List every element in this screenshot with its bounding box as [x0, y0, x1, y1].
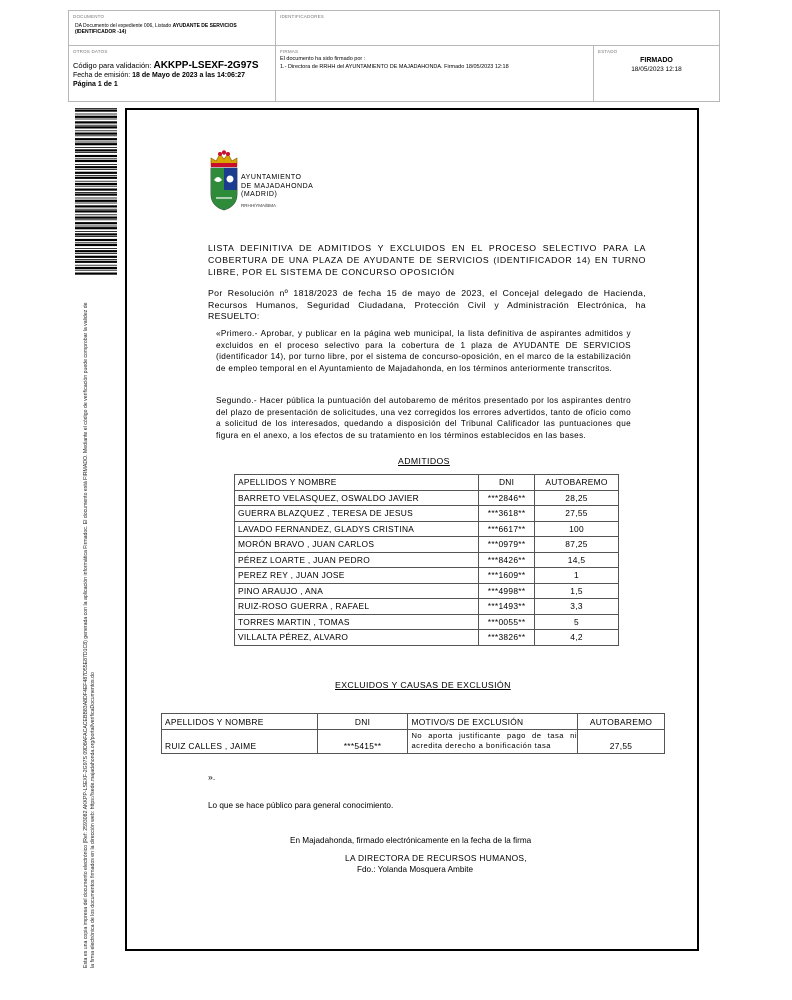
barcode-bar [75, 175, 117, 176]
cell-dni: ***3826** [479, 630, 535, 646]
cell-apellidos: TORRES MARTIN , TOMAS [235, 614, 479, 630]
validation-code-value[interactable]: AKKPP-LSEXF-2G97S [153, 60, 259, 71]
barcode-bar [75, 192, 117, 193]
emission-date-label: Fecha de emisión: [73, 72, 133, 79]
header-apellidos: APELLIDOS Y NOMBRE [162, 714, 318, 730]
firmas-subtitle: El documento ha sido firmado por : [280, 56, 366, 62]
cell-apellidos: GUERRA BLAZQUEZ , TERESA DE JESUS [235, 506, 479, 522]
cell-dni: ***6617** [479, 521, 535, 537]
barcode-bar [75, 152, 117, 153]
identificadores-cell [276, 11, 719, 46]
otros-datos-label: OTROS DATOS [73, 49, 108, 54]
barcode-bar [75, 261, 117, 263]
cell-autobaremo: 5 [535, 614, 619, 630]
emission-date-value: 18 de Mayo de 2023 a las 14:06:27 [132, 72, 246, 79]
header-autobaremo: AUTOBAREMO [578, 714, 665, 730]
barcode-bar [75, 198, 117, 199]
segundo-paragraph: Segundo.- Hacer pública la puntuación del autobaremo de méritos presentado por los aspirantes dentro del plazo de presentación de solicitudes, una vez corregidos los errores advertidos, tanto de oficio como a solicitud de los interesados, quedando a disposición del Tribunal Calificador las puntuaciones que figura en el anexo, a los efectos de su tratamiento en los términos establecidos en las bases. [216, 396, 631, 440]
cell-autobaremo: 4,2 [535, 630, 619, 646]
cell-dni: ***5415** [317, 730, 408, 754]
barcode-bar [75, 253, 117, 254]
table-row [235, 490, 619, 506]
header-dni: DNI [479, 475, 535, 491]
cell-autobaremo: 3,3 [535, 599, 619, 615]
table-row [235, 521, 619, 537]
header-dni: DNI [317, 714, 408, 730]
estado-date: 18/05/2023 12:18 [631, 66, 682, 73]
barcode-bar [75, 200, 117, 202]
cell-autobaremo: 14,5 [535, 552, 619, 568]
barcode-bar [75, 248, 117, 249]
cell-apellidos: PEREZ REY , JUAN JOSE [235, 568, 479, 584]
emission-date [73, 72, 245, 79]
barcode-bar [75, 126, 117, 128]
cell-apellidos: RUIZ-ROSO GUERRA , RAFAEL [235, 599, 479, 615]
barcode-bar [75, 227, 117, 229]
barcode-bar [75, 169, 117, 170]
barcode-bar [75, 236, 117, 237]
barcode-bar [75, 210, 117, 212]
page-count: Página 1 de 1 [73, 81, 118, 88]
barcode-bar [75, 160, 117, 162]
barcode-bar [75, 239, 117, 241]
cell-dni: ***1609** [479, 568, 535, 584]
side-verification-note: Esta es una copia impresa del documento electrónico (Ref: 2593082 AKKPP-LSEXF-2G97S 09D8AFACACEBB83A8DF4EF487D55E87D1C8) generada con la aplicación informática Firmadoc. El documento está FIRMADO. Mediante el código de verificación puede comprobar la validez de la firma electrónica de los documentos firmados en la dirección web: https://sede.majadahonda.org/portal/verificaDocumentos.do [83, 302, 96, 968]
table-row [235, 506, 619, 522]
cell-dni: ***0979** [479, 537, 535, 553]
cell-autobaremo: 1 [535, 568, 619, 584]
table-row [235, 630, 619, 646]
barcode-bar [75, 214, 117, 215]
barcode-bar [75, 119, 117, 120]
excluidos-heading: EXCLUIDOS Y CAUSAS DE EXCLUSIÓN [335, 680, 511, 690]
documento-cell [69, 11, 276, 46]
barcode-bar [75, 205, 117, 207]
barcode-bar [75, 142, 117, 143]
header-autobaremo: AUTOBAREMO [535, 475, 619, 491]
barcode-bar [75, 172, 117, 174]
publication-note: Lo que se hace público para general conocimiento. [208, 801, 394, 810]
barcode-bar [75, 116, 117, 118]
table-header-row [235, 475, 619, 491]
table-header-row [162, 714, 665, 730]
cell-dni: ***0055** [479, 614, 535, 630]
cell-dni: ***1493** [479, 599, 535, 615]
barcode-bar [75, 177, 117, 179]
signature-place: En Majadahonda, firmado electrónicamente en la fecha de la firma [290, 836, 532, 845]
barcode-bar [75, 130, 117, 131]
cell-autobaremo: 87,25 [535, 537, 619, 553]
barcode-bar [75, 244, 117, 246]
cell-autobaremo: 100 [535, 521, 619, 537]
firma-entry: 1.- Directora de RRHH del AYUNTAMIENTO DE MAJADAHONDA. Firmado 18/05/2023 12:18 [280, 64, 509, 70]
barcode-bar [75, 121, 117, 123]
estado-value: FIRMADO [640, 57, 673, 64]
barcode-icon [75, 108, 117, 276]
barcode-bar [75, 133, 117, 135]
barcode-bar [75, 265, 117, 266]
cell-apellidos: LAVADO FERNANDEZ, GLADYS CRISTINA [235, 521, 479, 537]
org-line-3: (MADRID) [241, 191, 278, 198]
cell-apellidos: PINO ARAUJO , ANA [235, 583, 479, 599]
admitidos-heading: ADMITIDOS [398, 456, 450, 466]
closing-quote: ». [208, 772, 216, 782]
document-title: LISTA DEFINITIVA DE ADMITIDOS Y EXCLUIDOS EN EL PROCESO SELECTIVO PARA LA COBERTURA DE UNA PLAZA DE AYUDANTE DE SERVICIOS (IDENTIFICADOR 14) EN TURNO LIBRE, POR EL SISTEMA DE CONCURSO OPOSICIÓN [208, 243, 646, 277]
barcode-bar [75, 231, 117, 232]
header-motivo: MOTIVO/S DE EXCLUSIÓN [408, 714, 578, 730]
barcode-bar [75, 209, 117, 210]
identificadores-label: IDENTIFICADORES [280, 14, 325, 19]
table-row [235, 599, 619, 615]
cell-autobaremo: 28,25 [535, 490, 619, 506]
validation-code [73, 60, 259, 71]
documento-description [75, 23, 265, 35]
cell-apellidos: MORÓN BRAVO , JUAN CARLOS [235, 537, 479, 553]
cell-apellidos: VILLALTA PÉREZ, ALVARO [235, 630, 479, 646]
table-row [235, 537, 619, 553]
primero-paragraph: «Primero.- Aprobar, y publicar en la página web municipal, la lista definitiva de aspirantes admitidos y excluidos en el proceso selectivo para la cobertura de 1 plaza de AYUDANTE DE SERVICIOS (identificador 14), por turno libre, por el sistema de concurso-oposición, en el marco de la estabilización de empleo temporal en el Ayuntamiento de Majadahonda, en los términos anteriormente transcritos. [216, 329, 631, 373]
barcode-bar [75, 273, 117, 275]
barcode-bar [75, 138, 117, 140]
cell-motivo: No aporta justificante pago de tasa ni acredita derecho a bonificación tasa [408, 730, 578, 754]
coat-of-arms-icon [208, 150, 240, 216]
barcode-bar [75, 149, 117, 151]
signature-name: Fdo.: Yolanda Mosquera Ambite [357, 865, 474, 874]
barcode-bar [75, 259, 117, 260]
barcode-bar [75, 147, 117, 148]
barcode-bar [75, 217, 117, 219]
estado-cell [594, 46, 719, 102]
barcode-bar [75, 143, 117, 145]
document-metadata-header [68, 10, 720, 102]
table-row [235, 614, 619, 630]
barcode-bar [75, 108, 117, 109]
table-row [162, 730, 665, 754]
barcode-bar [75, 267, 117, 269]
header-apellidos: APELLIDOS Y NOMBRE [235, 475, 479, 491]
excluidos-table [161, 713, 665, 754]
barcode-bar [75, 183, 117, 185]
cell-dni: ***8426** [479, 552, 535, 568]
barcode-bar [75, 164, 117, 165]
table-row [235, 583, 619, 599]
otros-datos-cell [69, 46, 276, 102]
organization-name [241, 174, 313, 200]
barcode-bar [75, 181, 117, 182]
barcode-bar [75, 125, 117, 126]
barcode-bar [75, 186, 117, 187]
admitidos-table [234, 474, 619, 646]
cell-autobaremo: 1,5 [535, 583, 619, 599]
documento-bold: AYUDANTE DE SERVICIOS (IDENTIFICADOR -14) [75, 23, 237, 35]
barcode-bar [75, 242, 117, 243]
validation-code-label: Código para validación: [73, 61, 154, 70]
barcode-bar [75, 219, 117, 220]
cell-apellidos: BARRETO VELASQUEZ, OSWALDO JAVIER [235, 490, 479, 506]
barcode-bar [75, 222, 117, 224]
barcode-bar [75, 226, 117, 227]
barcode-bar [75, 114, 117, 115]
cell-autobaremo: 27,55 [535, 506, 619, 522]
barcode-bar [75, 194, 117, 196]
barcode-bar [75, 189, 117, 191]
table-row [235, 568, 619, 584]
barcode-bar [75, 203, 117, 204]
firmas-cell [276, 46, 594, 102]
documento-label: DOCUMENTO [73, 14, 105, 19]
barcode-bar [75, 135, 117, 136]
barcode-bar [75, 155, 117, 157]
org-line-2: DE MAJADAHONDA [241, 182, 314, 190]
barcode-bar [75, 256, 117, 258]
intro-paragraph: Por Resolución nº 1818/2023 de fecha 15 de mayo de 2023, el Concejal delegado de Hacienda, Recursos Humanos, Seguridad Ciudadana, Protección Civil y Administración Electrónica, ha RESUELTO: [208, 288, 646, 321]
barcode-bar [75, 233, 117, 235]
documento-prefix: DA Documento del expediente 006, Listado [75, 23, 173, 29]
barcode-bar [75, 270, 117, 271]
cell-dni: ***2846** [479, 490, 535, 506]
cell-dni: ***3618** [479, 506, 535, 522]
barcode-bar [75, 250, 117, 252]
estado-label: ESTADO [598, 49, 618, 54]
cell-autobaremo: 27,55 [578, 730, 665, 754]
signature-role: LA DIRECTORA DE RECURSOS HUMANOS, [345, 853, 527, 863]
firmas-label: FIRMAS [280, 49, 299, 54]
table-row [235, 552, 619, 568]
cell-apellidos: PÉREZ LOARTE , JUAN PEDRO [235, 552, 479, 568]
org-line-1: AYUNTAMIENTO [241, 174, 302, 181]
barcode-bar [75, 166, 117, 168]
cell-dni: ***4998** [479, 583, 535, 599]
cell-apellidos: RUIZ CALLES , JAIME [162, 730, 318, 754]
department-code: RRHH/YMA/BMA [241, 203, 277, 208]
barcode-bar [75, 158, 117, 159]
barcode-bar [75, 110, 117, 112]
